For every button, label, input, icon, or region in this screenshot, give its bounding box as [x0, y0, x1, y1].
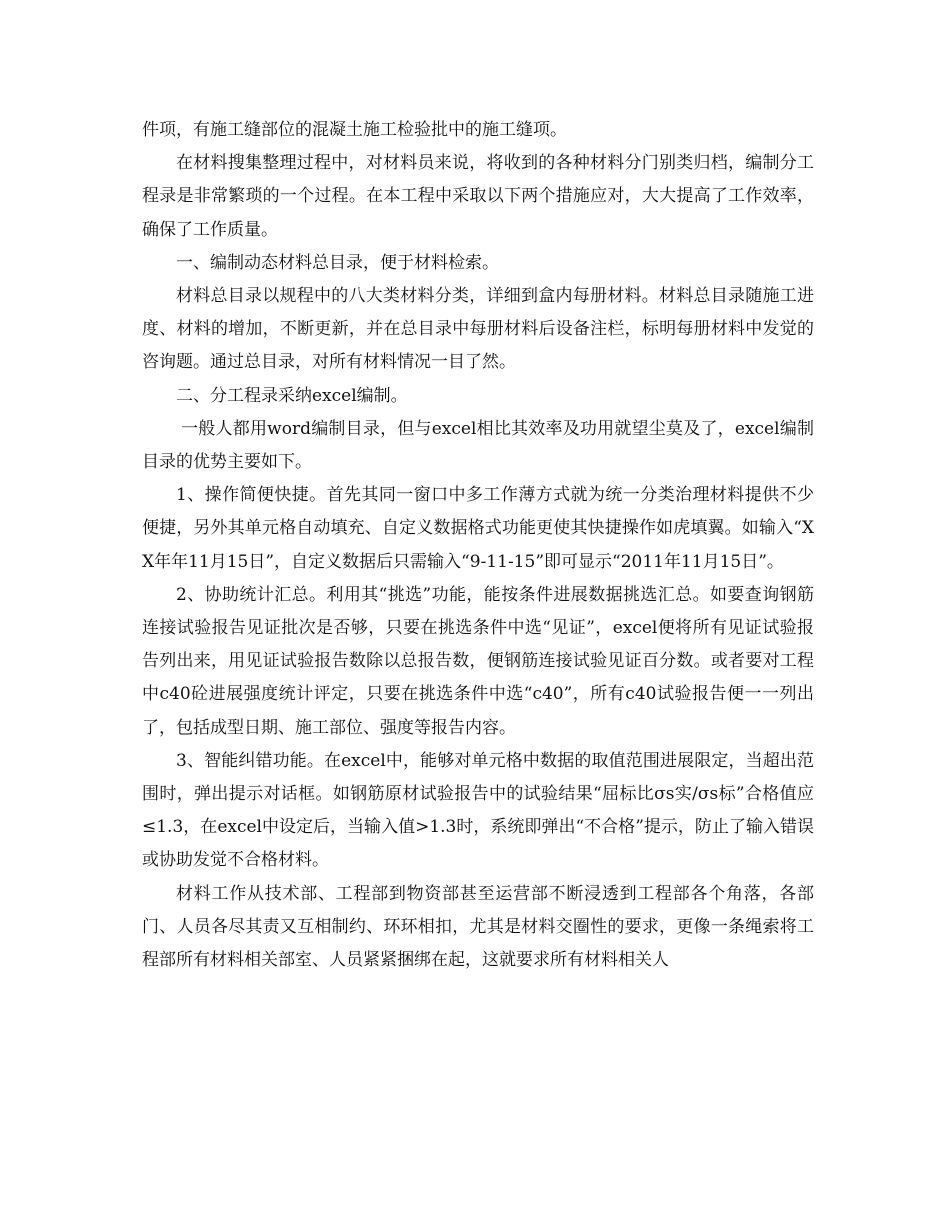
paragraph-2: 在材料搜集整理过程中，对材料员来说，将收到的各种材料分门别类归档，编制分工程录是非常繁琐的一个过程。在本工程中采取以下两个措施应对，大大提高了工作效率，确保了工作质量。 — [142, 153, 814, 240]
paragraph-9: 3、智能纠错功能。在excel中，能够对单元格中数据的取值范围进展限定，当超出范围时，弹出提示对话框。如钢筋原材试验报告中的试验结果“屈标比σs实/σs标”合格值应≤1.3，在excel中设定后，当输入值>1.3时，系统即弹出“不合格”提示，防止了输入错误或协助发觉不合格材料。 — [142, 750, 814, 871]
paragraph-1: 件项，有施工缝部位的混凝土施工检验批中的施工缝项。 — [142, 120, 567, 140]
paragraph-8: 2、协助统计汇总。利用其“挑选”功能，能按条件进展数据挑选汇总。如要查询钢筋连接试验报告见证批次是否够，只要在挑选条件中选“见证”，excel便将所有见证试验报告列出来，用见证试验报告数除以总报告数，便钢筋连接试验见证百分数。或者要对工程中c40砼进展强度统计评定，只要在挑选条件中选“c40”，所有c40试验报告便一一列出了，包括成型日期、施工部位、强度等报告内容。 — [142, 584, 814, 738]
paragraph-10: 材料工作从技术部、工程部到物资部甚至运营部不断浸透到工程部各个角落，各部门、人员各尽其责又互相制约、环环相扣，尤其是材料交圈性的要求，更像一条绳索将工程部所有材料相关部室、人员紧紧捆绑在起，这就要求所有材料相关人 — [142, 883, 814, 971]
paragraph-3-heading: 一、编制动态材料总目录，便于材料检索。 — [176, 252, 499, 273]
paragraph-4: 材料总目录以规程中的八大类材料分类，详细到盒内每册材料。材料总目录随施工进度、材料的增加，不断更新，并在总目录中每册材料后设备注栏，标明每册材料中发觉的咨询题。通过总目录，对所有材料情况一目了然。 — [142, 286, 814, 373]
document-body — [142, 114, 814, 977]
paragraph-5-heading: 二、分工程录采纳excel编制。 — [176, 385, 408, 406]
paragraph-7: 1、操作简便快捷。首先其同一窗口中多工作薄方式就为统一分类治理材料提供不少便捷，另外其单元格自动填充、自定义数据格式功能更使其快捷操作如虎填翼。如输入“XX年年11月15日”，自定义数据后只需输入“9-11-15”即可显示“2011年11月15日”。 — [142, 485, 814, 572]
paragraph-6: 一般人都用word编制目录，但与excel相比其效率及功用就望尘莫及了，excel编制目录的优势主要如下。 — [142, 418, 814, 473]
